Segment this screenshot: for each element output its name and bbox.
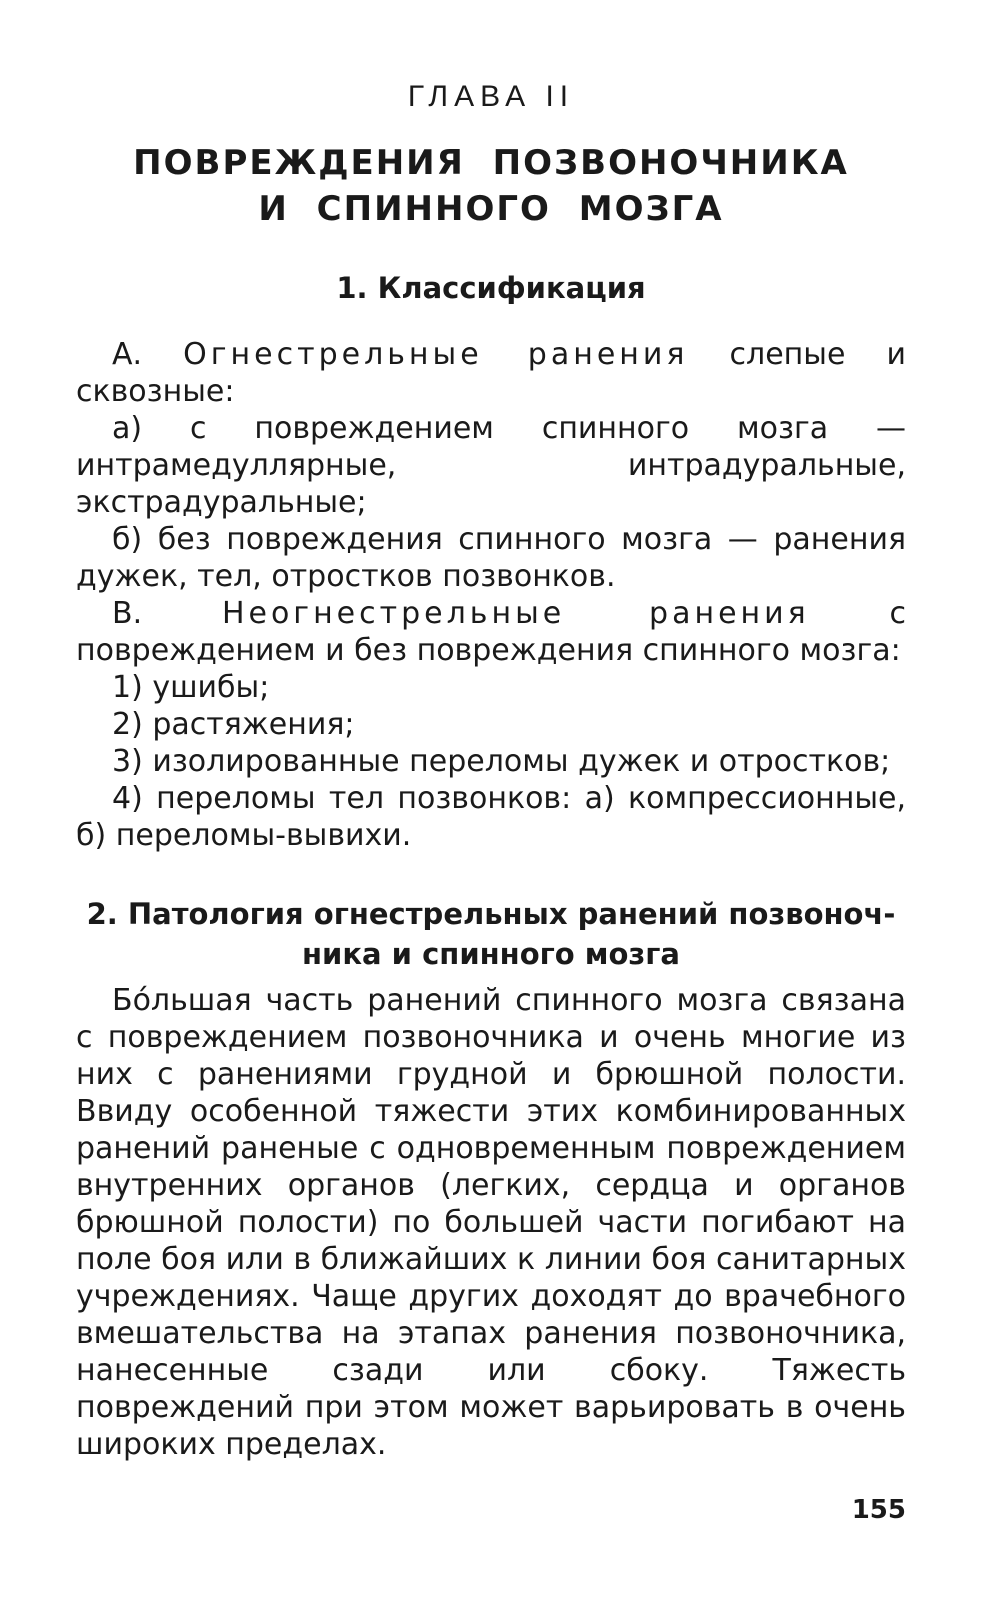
pathology-text <box>76 982 906 1463</box>
section-heading-pathology <box>76 894 906 974</box>
list-item-2: 2) растяжения; <box>112 707 355 742</box>
page-number: 155 <box>851 1495 906 1525</box>
pathology-paragraph: Бóльшая часть ранений спинного мозга связана с повреждением позвоночника и очень многие из них с ранениями грудной и брюшной полости. Ввиду особенной тяжести этих комбинированных ранений раненые с одновременным повреждением внутренних органов (легких, сердца и органов брюшной полости) по большей части погибают на поле боя или в ближайших к линии боя санитарных учреждениях. Чаще других доходят до врачебного вмешательства на этапах ранения позвоночника, нанесенные сзади или сбоку. Тяжесть повреждений при этом может варьировать в очень широких пределах. <box>76 983 906 1462</box>
paragraph-non-gunshot-wounds <box>76 595 906 669</box>
list-item-3: 3) изолированные переломы дужек и отростков; <box>112 744 891 779</box>
list-item-b: б) без повреждения спинного мозга — ранения дужек, тел, отростков позвонков. <box>76 522 906 594</box>
chapter-label: ГЛАВА II <box>407 80 575 113</box>
paragraph-gunshot-wounds <box>76 336 906 410</box>
list-item-4: 4) переломы тел позвонков: а) компрессионные, б) переломы-вывихи. <box>76 781 906 853</box>
section-heading-pathology-line-1: 2. Патология огнестрельных ранений позвоноч- <box>86 897 896 931</box>
non-gunshot-wounds-rest: с повреждением и без повреждения спинного мозга: <box>76 596 907 668</box>
book-page <box>76 0 906 1600</box>
term-non-gunshot-wounds: Неогнестрельные ранения <box>221 596 810 631</box>
section-heading-classification: 1. Классификация <box>336 271 646 305</box>
list-item-a: а) с повреждением спинного мозга — интрамедуллярные, интрадуральные, экстрадуральные; <box>76 411 906 520</box>
chapter-title-line-2: И СПИННОГО МОЗГА <box>258 189 724 229</box>
gunshot-wounds-rest: слепые и сквозные: <box>76 337 906 409</box>
marker-b: В. <box>112 596 222 631</box>
section-heading-pathology-line-2: ника и спинного мозга <box>301 937 681 971</box>
classification-text <box>76 336 906 854</box>
term-gunshot-wounds: Огнестрельные ранения <box>183 337 689 372</box>
list-item-1: 1) ушибы; <box>112 670 270 705</box>
chapter-title <box>76 140 906 232</box>
marker-a: А. <box>112 337 184 372</box>
chapter-title-line-1: ПОВРЕЖДЕНИЯ ПОЗВОНОЧНИКА <box>133 143 849 183</box>
